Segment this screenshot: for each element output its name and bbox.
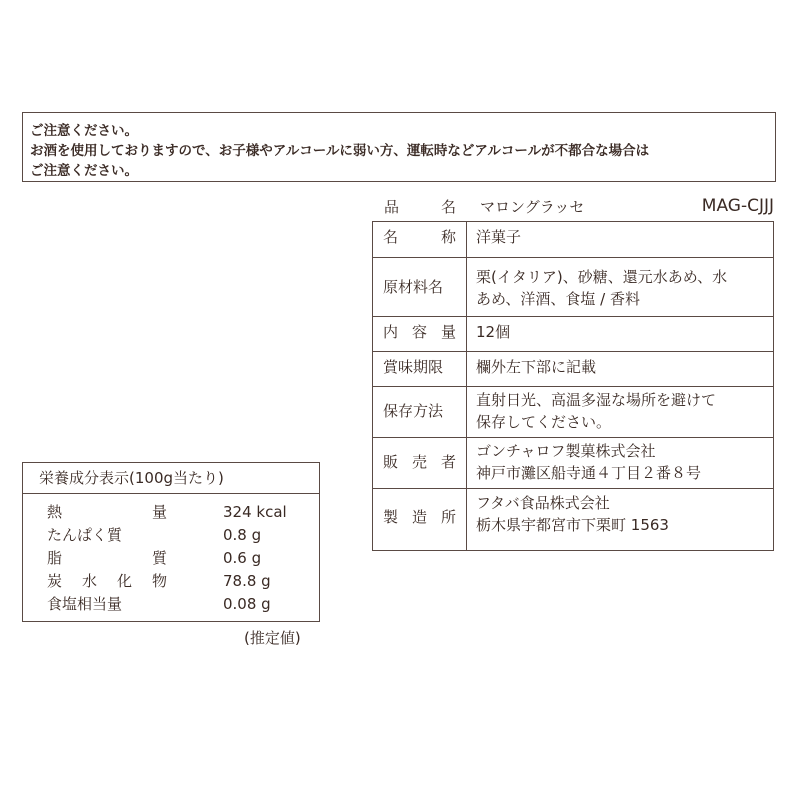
nutrition-row [23,501,319,524]
nutrient-name: 脂 質 [47,549,167,567]
nutrient-value: 78.8 g [223,572,271,590]
row-label: 製 造 所 [383,508,456,526]
row-value: 直射日光、高温多湿な場所を避けて [476,391,717,409]
nutrition-facts-box [22,462,320,622]
nutrition-row [23,593,319,616]
nutrient-value: 0.8 g [223,526,262,544]
nutrient-name: 食塩相当量 [47,595,123,613]
row-value: 栃木県宇都宮市下栗町 1563 [476,516,669,534]
product-info-table [372,221,774,551]
product-header [372,196,774,220]
nutrition-row [23,524,319,547]
row-value: 栗(イタリア)、砂糖、還元水あめ、水 [476,268,728,286]
table-row [373,222,774,258]
caution-notice [22,112,776,182]
row-label: 保存方法 [383,402,444,420]
nutrition-row [23,570,319,593]
row-value: 12個 [476,323,511,341]
nutrient-value: 324 kcal [223,503,287,521]
row-value: あめ、洋酒、食塩 / 香料 [476,290,640,308]
row-value: 神戸市灘区船寺通４丁目２番８号 [476,464,702,482]
caution-line-2: お酒を使用しておりますので、お子様やアルコールに弱い方、運転時などアルコールが不都合な場合は [30,143,650,159]
row-label: 販 売 者 [383,453,456,471]
row-label: 名 称 [383,228,456,246]
nutrient-value: 0.08 g [223,595,271,613]
table-row [373,489,774,551]
row-label: 内 容 量 [383,323,456,341]
row-value: フタバ食品株式会社 [476,494,610,512]
nutrient-name: 炭 水 化 物 [47,572,167,590]
nutrition-row [23,547,319,570]
nutrition-title: 栄養成分表示(100g当たり) [23,463,319,494]
table-row [373,352,774,387]
table-row [373,317,774,352]
table-row [373,387,774,438]
nutrient-name: たんぱく質 [47,526,123,544]
product-name-label: 品 名 [384,198,456,216]
row-value: ゴンチャロフ製菓株式会社 [476,442,656,460]
product-code: MAG-CJJJ [701,196,774,216]
row-label: 原材料名 [383,278,444,296]
row-label: 賞味期限 [383,358,444,376]
nutrient-name: 熱 量 [47,503,167,521]
estimate-note: (推定値) [244,629,301,647]
caution-line-1: ご注意ください。 [30,123,138,139]
table-row [373,258,774,317]
caution-line-3: ご注意ください。 [30,163,138,179]
product-name: マロングラッセ [480,198,585,216]
nutrient-value: 0.6 g [223,549,262,567]
table-row [373,438,774,489]
row-value: 洋菓子 [476,228,522,246]
row-value: 欄外左下部に記載 [476,358,597,376]
row-value: 保存してください。 [476,413,612,431]
